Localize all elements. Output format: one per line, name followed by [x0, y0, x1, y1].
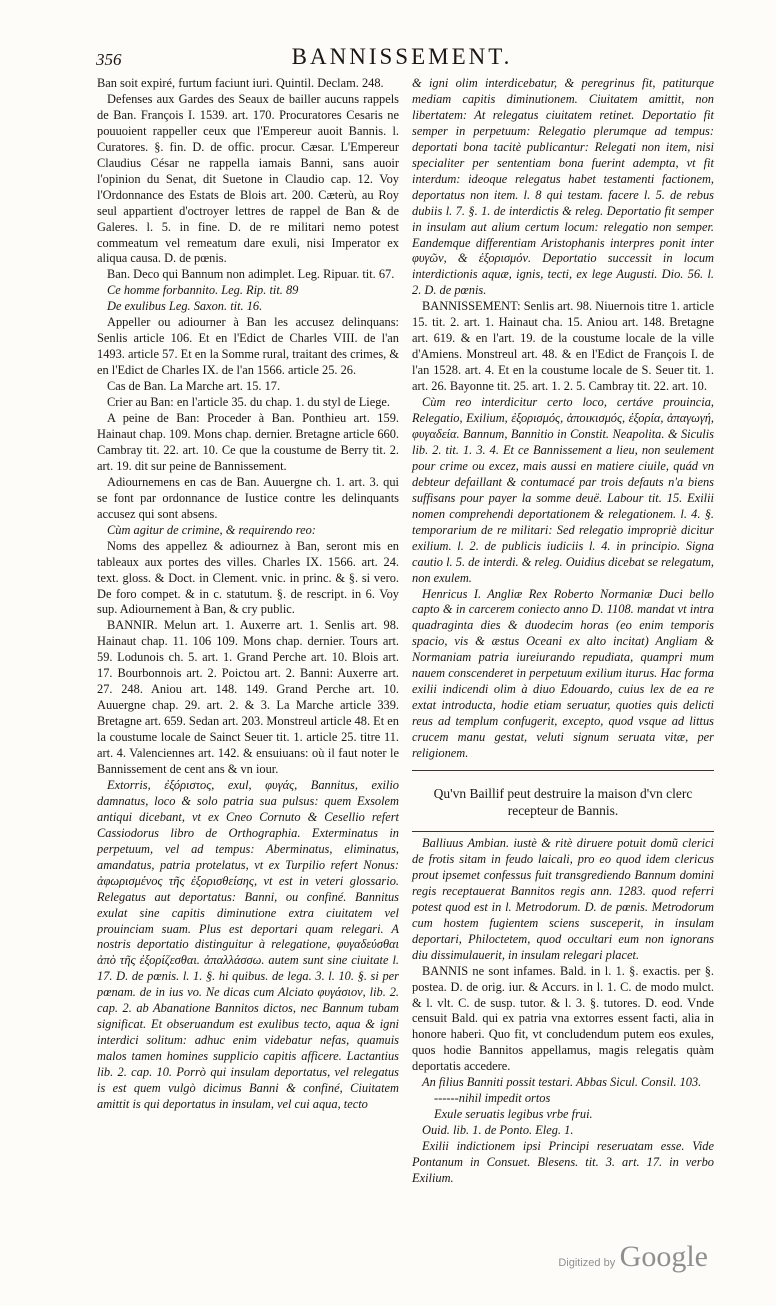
- google-logo: Google: [619, 1240, 708, 1273]
- paragraph: Ban soit expiré, furtum faciunt iuri. Quintil. Declam. 248.: [97, 76, 384, 90]
- paragraph: A peine de Ban: Proceder à Ban. Ponthieu art. 159. Hainaut chap. 109. Mons chap. dernier. Bretagne article 660. Cambray tit. 22. art. 10. Ce que la coustume de Berry tit. 2. art. 19. dit sur peine de Bannissement.: [97, 411, 399, 473]
- paragraph: BANNISSEMENT: Senlis art. 98. Niuernois titre 1. article 15. tit. 2. art. 1. Hainaut cha. 15. Aniou art. 148. Bretagne art. 619. & en l'art. 19. de la coustume locale de la ville d'Amiens. Monstreul art. 48. & en l'Edict de François I. de l'an 1528. art. 4. Et en la coustume locale de S. Seuer tit. 1. art. 26. Bayonne tit. 25. art. 1. 2. 5. Cambray tit. 22. art. 10.: [412, 299, 714, 394]
- paragraph: Ce homme forbannito. Leg. Rip. tit. 89: [107, 283, 299, 298]
- right-column-top: [412, 76, 714, 762]
- paragraph: BANNIS ne sont infames. Bald. in l. 1. §. exactis. per §. postea. D. de orig. iur. & Accurs. in l. 1. C. de modo mulct. & l. vlt. C. de susp. tutor. & l. 3. §. tutores. D. eod. Vnde censuit Bald. qui ex patria vna extorres essent facti, alia in honore haberi. Quo fit, vt concludendum putem eos exules, quos hodie Bannitos appellamus, magis relegatis quàm deportatis accedere.: [412, 963, 714, 1074]
- right-column: [412, 76, 714, 1187]
- paragraph: Exilii indictionem ipsi Principi reseruatam esse. Vide Pontanum in Consuet. Blesens. tit. 3. art. 17. in verbo Exilium.: [412, 1139, 714, 1185]
- paragraph: Ouid. lib. 1. de Ponto. Eleg. 1.: [422, 1123, 574, 1138]
- paragraph: Defenses aux Gardes des Seaux de bailler aucuns rappels de Ban. François I. 1539. art. 170. Procuratores Cesaris ne pouuoient rappeller ceux que l'Empereur auoit Bannis. l. Curatores. §. fin. D. de offic. procur. Cæsar. L'Empereur Claudius César ne rappella iamais Banni, sans auoir l'opinion du Senat, dit Suetone in Claudio cap. 12. Voy l'Ordonnance des Estats de Blois art. 200. Cæterù, au Roy seul appartient d'octroyer lettres de rappel de Ban & de Galeres. l. 5. in fine. D. de re militari nemo potest commeatum vel remeatum dare exuli, nisi Imperator ex aliqua causa. D. de pœnis.: [97, 91, 399, 266]
- paragraph: & igni olim interdicebatur, & peregrinus fit, patiturque mediam capitis diminutionem. Ciuitatem amittit, non libertatem: At relegatus ciuitatem retinet. Deportatio fit semper in perpetuum: Relegatio plerumque ad tempus: deportati bona tacitè publicantur: Relegati non item, nisi specialiter per sententiam bona fuerint adempta, vt fit interdum: ideoque relegatus habet testamenti factionem, deportatus non item. l. 8 qui testam. facere l. 5. de rebus dubiis l. 7. §. 1. de interdictis & releg. Deportatio fit semper in insulam aut alium certum locum: relegatio non semper. Eandemque differentiam Aristophanis interpres ponit inter φυγῶν, & ἐξορισμόν. Deportatio successit in locum interdictionis aquæ, ignis, tecti, ex lege Augusti. Dio. 56. l. 2. D. de pœnis.: [412, 76, 714, 298]
- section-rule-top: [412, 770, 714, 771]
- paragraph: Cùm agitur de crimine, & requirendo reo:: [107, 522, 316, 537]
- paragraph: An filius Banniti possit testari. Abbas Sicul. Consil. 103.: [422, 1075, 702, 1090]
- watermark-prefix: Digitized by: [558, 1257, 616, 1269]
- paragraph: Noms des appellez & adiournez à Ban, seront mis en tableaux aux portes des villes. Charles IX. 1566. art. 24. text. gloss. & Doct. in Clement. vnic. in princ. & §. si vero. De foro compet. & in c. statutum. §. de rescript. in 6. Voy sup. Adiournement à Ban, & cry public.: [97, 538, 399, 617]
- right-column-bottom: [412, 836, 714, 1187]
- paragraph: Cas de Ban. La Marche art. 15. 17.: [107, 379, 281, 394]
- section-rule-bottom: [412, 831, 714, 832]
- paragraph: Balliuus Ambian. iustè & ritè diruere potuit domũ clerici de frotis sitam in feudo laicali, pro eo quod idem clericus prout ipsemet confessus fuit transgrediendo Bannum domini regis receptauerat Bannitos regis ann. 1283. quod referri potest quod est in l. Metrodorum. D. de pœnis. Metrodorum cum hostem fugientem sciens susceperit, in insulam deportari, Philoctetem, quod occultari eum non ignorans diu dissimulauerit, in insulam relegari placet.: [412, 835, 714, 962]
- paragraph: Crier au Ban: en l'article 35. du chap. 1. du styl de Liege.: [107, 395, 391, 410]
- paragraph: Henricus I. Angliæ Rex Roberto Normaniæ Duci bello capto & in carcerem coniecto anno D. 1108. mandat vt intra quadraginta dies & duodecim horas (eo enim temporis spacio, vis & æstus Oceani ex alto incitat) Angliam & Normaniam patria iureiurando repudiata, quampri mum nauem conscenderet in perpetuum exilium iturus. Hac forma exilii indicendi olim à diuo Edouardo, cuius lex de ea re extat introducta, hodie etiam seruatur, quoties quis delicti reus ad templum confugerit, excepto, quod vsque ad littus crucem manu gestat, veluti signum seruata vitæ, per religionem.: [412, 586, 714, 761]
- page-number: 356: [96, 50, 122, 69]
- left-column: [97, 76, 399, 1113]
- paragraph: ------nihil impedit ortos: [434, 1091, 551, 1106]
- running-title: BANNISSEMENT.: [291, 44, 513, 69]
- page-header: [96, 44, 708, 72]
- paragraph: De exulibus Leg. Saxon. tit. 16.: [107, 299, 263, 314]
- paragraph: Adiournemens en cas de Ban. Auuergne ch. 1. art. 3. qui se font par ordonnance de Iustice contre les delinquants accusez qui sont absens.: [97, 474, 399, 521]
- paragraph: Extorris, ἐξόριστος, exul, φυγάς, Bannitus, exilio damnatus, loco & solo patria sua pulsus: quem Exsolem antiqui dicebant, vt ex Cneo Cornuto & Cesellio refert Cassiodorus libro de Orthographia. Exterminatus in perpetuum, vel ad tempus: Aberminatus, eliminatus, amandatus, patria protelatus, vt ex Turpilio refert Nonus: ἀφωρισμένος τῆς ἐξορισθείσης, vt est in veteri glossario. Relegatus aut deportatus: Banni, ou confiné. Bannitus exulat sine capitis diminutione extra ciuitatem vel prouinciam suam. Plus est deportari quam relegari. A nostris deportatio distinguitur à relegatione, φυγαδεύσθαι ἀπὸ τῆς ἐξορίζεσθαι. ἀπαλλάσσω. autem sunt sine ciuitate l. 17. D. de pœnis. l. 1. §. hi quibus. de lega. 3. l. 10. §. si per pœnam. de in ius vo. Ne dicas cum Alciato φυγάσιον, lib. 2. cap. 2. ab Abanatione Bannitos dictos, nec Bannum tubam significat. Et obseruandum est exulibus tecto, aqua & igni interdici solitum: adhuc enim videbatur nefas, quamuis malos tamen homines supplicio capitis afficere. Lactantius lib. 2. cap. 10. Porrò qui insulam deportatus, vel relegatus is est quem vulgò dicimus Banni & confiné, Ciuitatem amittit is qui deportatus in insulam, vel cui aqua, tecto: [97, 777, 399, 1111]
- paragraph: Ban. Deco qui Bannum non adimplet. Leg. Ripuar. tit. 67.: [107, 267, 395, 282]
- paragraph: Appeller ou adiourner à Ban les accusez delinquans: Senlis article 106. Et en l'Edict de Charles VIII. de l'an 1493. article 57. Et en la Somme rural, traitant des crimes, & en l'Edict de Charles IX. de l'an 1566. article 25. 26.: [97, 315, 399, 378]
- paragraph: Exule seruatis legibus vrbe frui.: [434, 1107, 593, 1122]
- paragraph: Cùm reo interdicitur certo loco, certáve prouincia, Relegatio, Exilium, ἐξορισμός, ἀποικισμός, ἐξορία, ἀπαγωγή, φυγαδεία. Bannum, Bannitio in Constit. Neapolita. & Siculis lib. 2. tit. 1. 3. 4. Et ce Bannissement a lieu, non seulement pour crime ou excez, mais aussi en matiere ciuile, quád vn debteur defaillant & contumacé par trois defauts n'a biens suffisans pour payer la somme deuë. Labour tit. 15. Exilii nomen comprehendi deportationem & relegationem. l. 4. §. temporarium de re militari: Sed relegatio impropriè dicitur exilium. l. 2. de publicis iudiciis l. 4. in principio. Signa cautio l. 5. de interdi. & releg. Ouidius dicebat se relegatum, non exulem.: [412, 395, 714, 585]
- digitized-watermark: [558, 1240, 708, 1274]
- paragraph: BANNIR. Melun art. 1. Auxerre art. 1. Senlis art. 98. Hainaut chap. 11. 106 109. Mons chap. dernier. Tours art. 59. Lodunois ch. 5. art. 1. Grand Perche art. 10. Blois art. 17. Bourbonnois art. 2. Poictou art. 2. Banni: Auxerre art. 27. 248. Aniou art. 148. 149. Grand Perche art. 10. Auuergne chap. 29. art. 2. & 3. La Marche article 339. Bretagne art. 659. Sedan art. 203. Monstreul article 48. Et en la coustume locale de Sainct Seuer tit. 1. article 25. titre 11. art. 4. Valenciennes art. 142. & ensuiuans: où il faut noter le Bannissement de cent ans & vn iour.: [97, 618, 399, 776]
- section-heading: Qu'vn Baillif peut destruire la maison d'vn clerc recepteur de Bannis.: [433, 785, 693, 818]
